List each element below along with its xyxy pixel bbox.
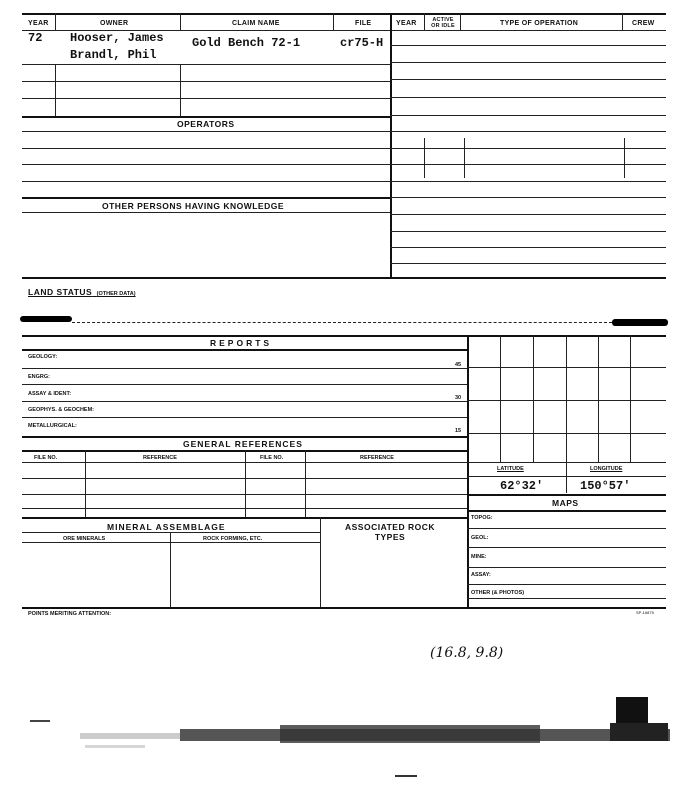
gr-header-file-1: FILE NO. (34, 455, 58, 461)
scale-45: 45 (455, 362, 462, 368)
report-geophys: GEOPHYS. & GEOCHEM: (28, 407, 95, 413)
handwritten-note: (16.8, 9.8) (430, 645, 504, 661)
header-year: YEAR (28, 20, 49, 27)
header-active-idle: ACTIVE OR IDLE (431, 17, 455, 29)
general-references-heading: GENERAL REFERENCES (183, 439, 303, 449)
header-type-of-operation: TYPE OF OPERATION (500, 20, 579, 27)
owner-1: Hooser, James (70, 31, 164, 45)
ink-smudge-left (20, 316, 72, 322)
scan-noise-band (0, 715, 678, 785)
other-persons-heading: OTHER PERSONS HAVING KNOWLEDGE (102, 201, 285, 211)
claim-name-value: Gold Bench 72-1 (192, 36, 301, 50)
header-owner: OWNER (100, 20, 129, 27)
report-assay: ASSAY & IDENT: (28, 391, 72, 397)
scale-15: 15 (455, 428, 462, 434)
scale-30: 30 (455, 395, 462, 401)
form-number: SP-16875 (636, 610, 654, 615)
maps-other: OTHER (& PHOTOS) (471, 590, 525, 596)
report-engrg: ENGRG: (28, 374, 50, 380)
maps-topog: TOPOG: (471, 515, 493, 521)
longitude-value: 150°57' (580, 479, 631, 493)
reports-heading: REPORTS (210, 338, 273, 348)
report-geology: GEOLOGY: (28, 354, 58, 360)
header-year-2: YEAR (396, 20, 417, 27)
maps-geol: GEOL: (471, 535, 489, 541)
maps-assay: ASSAY: (471, 572, 491, 578)
operators-heading: OPERATORS (177, 119, 235, 129)
year-value: 72 (28, 31, 43, 45)
mineral-assemblage-heading: MINERAL ASSEMBLAGE (107, 522, 226, 532)
gr-header-ref-2: REFERENCE (360, 455, 394, 461)
maps-heading: MAPS (552, 498, 579, 508)
rock-forming-label: ROCK FORMING, ETC. (203, 536, 263, 542)
maps-mine: MINE: (471, 554, 487, 560)
header-file: FILE (355, 20, 372, 27)
header-crew: CREW (632, 20, 655, 27)
gr-header-file-2: FILE NO. (260, 455, 284, 461)
longitude-label: LONGITUDE (590, 466, 623, 472)
header-claim-name: CLAIM NAME (232, 20, 280, 27)
owner-2: Brandl, Phil (70, 48, 157, 62)
report-metallurgical: METALLURGICAL: (28, 423, 77, 429)
ink-smudge-right (612, 319, 668, 326)
file-value: cr75-H (340, 36, 384, 50)
land-status-heading: LAND STATUS (OTHER DATA) (28, 287, 136, 297)
gr-header-ref-1: REFERENCE (143, 455, 177, 461)
latitude-label: LATITUDE (497, 466, 524, 472)
latitude-value: 62°32' (500, 479, 544, 493)
ore-minerals-label: ORE MINERALS (63, 536, 106, 542)
associated-rock-types-heading: ASSOCIATED ROCK TYPES (345, 522, 435, 542)
points-meriting-attention: POINTS MERITING ATTENTION: (28, 611, 112, 617)
